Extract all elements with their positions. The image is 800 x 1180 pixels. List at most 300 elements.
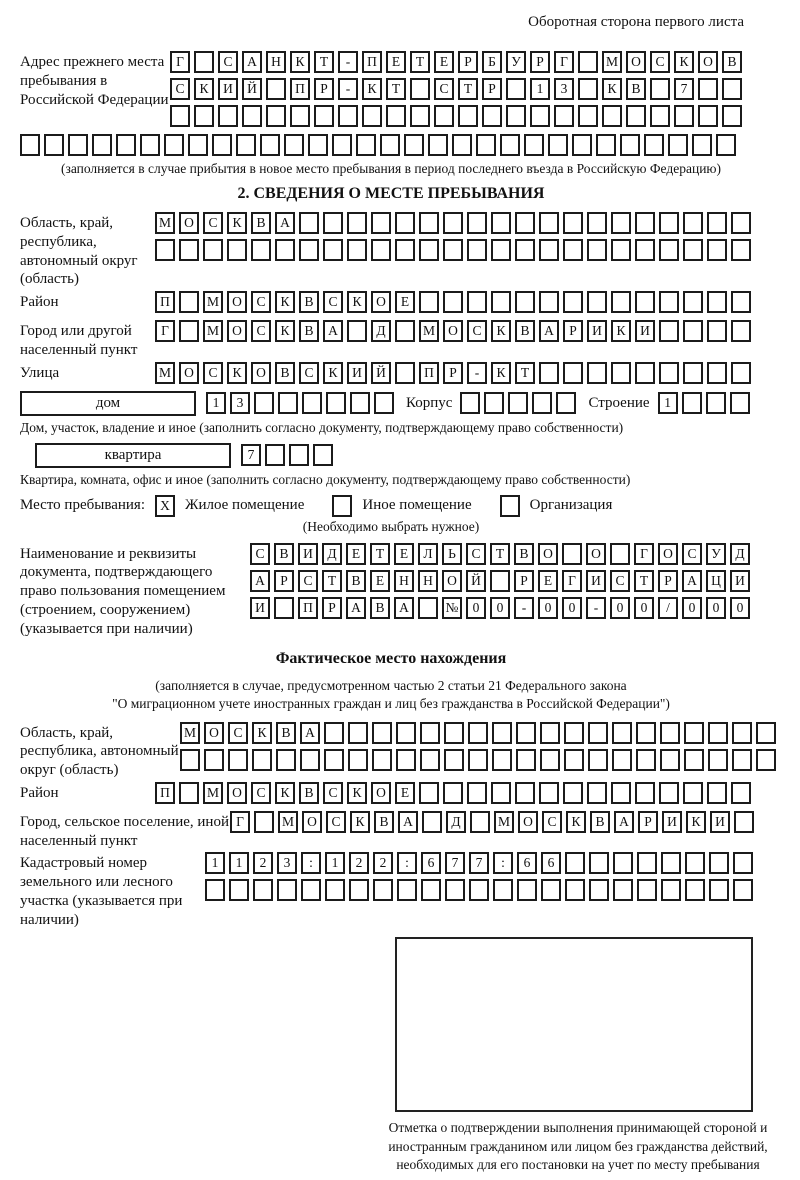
char-cell[interactable]	[708, 749, 728, 771]
char-cell[interactable]	[539, 239, 559, 261]
char-cell[interactable]	[443, 239, 463, 261]
char-cell[interactable]	[194, 105, 214, 127]
char-cell[interactable]: В	[515, 320, 535, 342]
char-cell[interactable]	[419, 291, 439, 313]
char-cell[interactable]: С	[326, 811, 346, 833]
char-cell[interactable]	[251, 239, 271, 261]
char-cell[interactable]	[299, 239, 319, 261]
char-cell[interactable]	[467, 239, 487, 261]
char-cell[interactable]	[661, 852, 681, 874]
char-cell[interactable]: К	[350, 811, 370, 833]
char-cell[interactable]	[683, 782, 703, 804]
char-cell[interactable]: П	[290, 78, 310, 100]
char-cell[interactable]	[659, 362, 679, 384]
char-cell[interactable]: Т	[314, 51, 334, 73]
char-cell[interactable]	[683, 362, 703, 384]
char-cell[interactable]	[733, 879, 753, 901]
char-cell[interactable]: Т	[634, 570, 654, 592]
char-cell[interactable]: К	[686, 811, 706, 833]
char-cell[interactable]	[205, 879, 225, 901]
char-cell[interactable]: В	[590, 811, 610, 833]
char-cell[interactable]: В	[299, 782, 319, 804]
char-cell[interactable]	[236, 134, 256, 156]
char-cell[interactable]	[626, 105, 646, 127]
char-cell[interactable]	[668, 134, 688, 156]
char-cell[interactable]: П	[298, 597, 318, 619]
char-cell[interactable]	[252, 749, 272, 771]
char-cell[interactable]: В	[275, 362, 295, 384]
char-cell[interactable]	[277, 879, 297, 901]
char-cell[interactable]: Н	[418, 570, 438, 592]
char-cell[interactable]	[731, 239, 751, 261]
char-cell[interactable]	[116, 134, 136, 156]
char-cell[interactable]	[650, 105, 670, 127]
char-cell[interactable]	[707, 362, 727, 384]
char-cell[interactable]: И	[710, 811, 730, 833]
char-cell[interactable]: П	[419, 362, 439, 384]
char-cell[interactable]	[356, 134, 376, 156]
char-cell[interactable]	[372, 722, 392, 744]
char-cell[interactable]: И	[662, 811, 682, 833]
stay-checkbox-residential[interactable]: X	[155, 495, 175, 517]
char-cell[interactable]	[275, 239, 295, 261]
char-cell[interactable]: Е	[434, 51, 454, 73]
char-cell[interactable]: Й	[242, 78, 262, 100]
char-cell[interactable]: И	[730, 570, 750, 592]
char-cell[interactable]	[347, 239, 367, 261]
char-cell[interactable]	[492, 722, 512, 744]
char-cell[interactable]	[692, 134, 712, 156]
char-cell[interactable]: О	[626, 51, 646, 73]
char-cell[interactable]: Р	[443, 362, 463, 384]
char-cell[interactable]: И	[218, 78, 238, 100]
char-cell[interactable]	[674, 105, 694, 127]
char-cell[interactable]	[587, 291, 607, 313]
char-cell[interactable]: О	[698, 51, 718, 73]
char-cell[interactable]: 3	[277, 852, 297, 874]
char-cell[interactable]: С	[650, 51, 670, 73]
char-cell[interactable]	[443, 212, 463, 234]
char-cell[interactable]	[524, 134, 544, 156]
char-cell[interactable]: С	[250, 543, 270, 565]
char-cell[interactable]	[179, 782, 199, 804]
char-cell[interactable]	[685, 852, 705, 874]
char-cell[interactable]: /	[658, 597, 678, 619]
char-cell[interactable]	[635, 239, 655, 261]
char-cell[interactable]	[698, 78, 718, 100]
char-cell[interactable]	[613, 879, 633, 901]
char-cell[interactable]	[482, 105, 502, 127]
char-cell[interactable]: 3	[230, 392, 250, 414]
char-cell[interactable]	[434, 105, 454, 127]
char-cell[interactable]	[278, 392, 298, 414]
char-cell[interactable]	[179, 320, 199, 342]
char-cell[interactable]	[756, 749, 776, 771]
char-cell[interactable]: Т	[458, 78, 478, 100]
char-cell[interactable]: С	[466, 543, 486, 565]
char-cell[interactable]	[254, 811, 274, 833]
char-cell[interactable]: К	[275, 291, 295, 313]
char-cell[interactable]	[444, 749, 464, 771]
char-cell[interactable]: И	[347, 362, 367, 384]
char-cell[interactable]: Е	[395, 291, 415, 313]
char-cell[interactable]: Т	[410, 51, 430, 73]
char-cell[interactable]: 0	[634, 597, 654, 619]
char-cell[interactable]	[274, 597, 294, 619]
char-cell[interactable]: -	[338, 78, 358, 100]
char-cell[interactable]: О	[204, 722, 224, 744]
char-cell[interactable]	[443, 782, 463, 804]
char-cell[interactable]: 7	[445, 852, 465, 874]
char-cell[interactable]	[324, 749, 344, 771]
char-cell[interactable]	[373, 879, 393, 901]
char-cell[interactable]	[515, 239, 535, 261]
char-cell[interactable]	[265, 444, 285, 466]
char-cell[interactable]: И	[298, 543, 318, 565]
char-cell[interactable]	[587, 239, 607, 261]
char-cell[interactable]: С	[542, 811, 562, 833]
char-cell[interactable]: А	[250, 570, 270, 592]
char-cell[interactable]: Г	[562, 570, 582, 592]
char-cell[interactable]: Н	[394, 570, 414, 592]
char-cell[interactable]	[611, 212, 631, 234]
char-cell[interactable]: П	[155, 782, 175, 804]
char-cell[interactable]: С	[251, 291, 271, 313]
char-cell[interactable]	[444, 722, 464, 744]
char-cell[interactable]: О	[538, 543, 558, 565]
char-cell[interactable]: 2	[373, 852, 393, 874]
char-cell[interactable]	[508, 392, 528, 414]
char-cell[interactable]: М	[494, 811, 514, 833]
char-cell[interactable]	[350, 392, 370, 414]
char-cell[interactable]	[404, 134, 424, 156]
char-cell[interactable]: В	[299, 320, 319, 342]
char-cell[interactable]: С	[203, 362, 223, 384]
char-cell[interactable]: К	[290, 51, 310, 73]
char-cell[interactable]	[300, 749, 320, 771]
char-cell[interactable]	[68, 134, 88, 156]
char-cell[interactable]: И	[586, 570, 606, 592]
char-cell[interactable]	[611, 239, 631, 261]
char-cell[interactable]: 2	[253, 852, 273, 874]
char-cell[interactable]	[229, 879, 249, 901]
char-cell[interactable]	[349, 879, 369, 901]
char-cell[interactable]: :	[301, 852, 321, 874]
char-cell[interactable]	[659, 782, 679, 804]
char-cell[interactable]: С	[299, 362, 319, 384]
char-cell[interactable]: Д	[371, 320, 391, 342]
char-cell[interactable]: М	[602, 51, 622, 73]
char-cell[interactable]: И	[635, 320, 655, 342]
char-cell[interactable]: Г	[554, 51, 574, 73]
char-cell[interactable]	[467, 782, 487, 804]
char-cell[interactable]	[242, 105, 262, 127]
char-cell[interactable]: М	[203, 291, 223, 313]
char-cell[interactable]: О	[227, 782, 247, 804]
char-cell[interactable]: О	[251, 362, 271, 384]
char-cell[interactable]	[734, 811, 754, 833]
char-cell[interactable]	[684, 722, 704, 744]
char-cell[interactable]: К	[194, 78, 214, 100]
char-cell[interactable]: К	[491, 320, 511, 342]
char-cell[interactable]	[660, 722, 680, 744]
char-cell[interactable]	[554, 105, 574, 127]
char-cell[interactable]: 7	[674, 78, 694, 100]
char-cell[interactable]	[410, 78, 430, 100]
char-cell[interactable]	[587, 212, 607, 234]
char-cell[interactable]	[659, 320, 679, 342]
char-cell[interactable]	[380, 134, 400, 156]
char-cell[interactable]	[347, 212, 367, 234]
char-cell[interactable]	[716, 134, 736, 156]
char-cell[interactable]: В	[374, 811, 394, 833]
char-cell[interactable]	[218, 105, 238, 127]
char-cell[interactable]	[467, 291, 487, 313]
char-cell[interactable]	[539, 782, 559, 804]
char-cell[interactable]: К	[362, 78, 382, 100]
char-cell[interactable]	[470, 811, 490, 833]
char-cell[interactable]	[587, 782, 607, 804]
char-cell[interactable]	[212, 134, 232, 156]
char-cell[interactable]	[659, 212, 679, 234]
char-cell[interactable]	[636, 722, 656, 744]
char-cell[interactable]	[707, 782, 727, 804]
char-cell[interactable]	[635, 782, 655, 804]
char-cell[interactable]: 6	[517, 852, 537, 874]
char-cell[interactable]: С	[434, 78, 454, 100]
char-cell[interactable]	[468, 749, 488, 771]
char-cell[interactable]	[731, 782, 751, 804]
char-cell[interactable]: Е	[395, 782, 415, 804]
char-cell[interactable]: Р	[638, 811, 658, 833]
char-cell[interactable]: Р	[530, 51, 550, 73]
char-cell[interactable]: С	[323, 782, 343, 804]
char-cell[interactable]: М	[155, 212, 175, 234]
char-cell[interactable]: А	[242, 51, 262, 73]
char-cell[interactable]	[685, 879, 705, 901]
char-cell[interactable]	[452, 134, 472, 156]
char-cell[interactable]	[564, 722, 584, 744]
char-cell[interactable]	[396, 722, 416, 744]
char-cell[interactable]: В	[370, 597, 390, 619]
char-cell[interactable]: О	[371, 291, 391, 313]
char-cell[interactable]	[371, 239, 391, 261]
char-cell[interactable]	[731, 212, 751, 234]
char-cell[interactable]	[326, 392, 346, 414]
char-cell[interactable]: К	[566, 811, 586, 833]
char-cell[interactable]	[419, 212, 439, 234]
char-cell[interactable]	[338, 105, 358, 127]
char-cell[interactable]: А	[323, 320, 343, 342]
char-cell[interactable]	[611, 782, 631, 804]
char-cell[interactable]	[164, 134, 184, 156]
char-cell[interactable]: Д	[322, 543, 342, 565]
char-cell[interactable]	[572, 134, 592, 156]
char-cell[interactable]: С	[298, 570, 318, 592]
char-cell[interactable]	[276, 749, 296, 771]
char-cell[interactable]	[476, 134, 496, 156]
char-cell[interactable]	[347, 320, 367, 342]
char-cell[interactable]	[731, 320, 751, 342]
char-cell[interactable]: А	[682, 570, 702, 592]
char-cell[interactable]	[204, 749, 224, 771]
char-cell[interactable]	[506, 78, 526, 100]
char-cell[interactable]: И	[250, 597, 270, 619]
char-cell[interactable]	[397, 879, 417, 901]
char-cell[interactable]: И	[587, 320, 607, 342]
char-cell[interactable]: В	[251, 212, 271, 234]
char-cell[interactable]: М	[419, 320, 439, 342]
char-cell[interactable]: Е	[538, 570, 558, 592]
char-cell[interactable]: А	[539, 320, 559, 342]
char-cell[interactable]	[517, 879, 537, 901]
char-cell[interactable]	[445, 879, 465, 901]
char-cell[interactable]	[395, 239, 415, 261]
char-cell[interactable]: К	[347, 291, 367, 313]
char-cell[interactable]: Р	[658, 570, 678, 592]
char-cell[interactable]: С	[251, 320, 271, 342]
char-cell[interactable]: Г	[170, 51, 190, 73]
char-cell[interactable]	[493, 879, 513, 901]
char-cell[interactable]	[596, 134, 616, 156]
char-cell[interactable]: 1	[205, 852, 225, 874]
char-cell[interactable]: А	[300, 722, 320, 744]
char-cell[interactable]: 0	[706, 597, 726, 619]
char-cell[interactable]	[708, 722, 728, 744]
char-cell[interactable]	[706, 392, 726, 414]
char-cell[interactable]	[227, 239, 247, 261]
char-cell[interactable]: Й	[371, 362, 391, 384]
char-cell[interactable]	[540, 722, 560, 744]
char-cell[interactable]	[602, 105, 622, 127]
char-cell[interactable]: А	[394, 597, 414, 619]
char-cell[interactable]: В	[274, 543, 294, 565]
char-cell[interactable]: О	[179, 212, 199, 234]
char-cell[interactable]	[613, 852, 633, 874]
char-cell[interactable]	[325, 879, 345, 901]
char-cell[interactable]	[289, 444, 309, 466]
char-cell[interactable]	[563, 782, 583, 804]
char-cell[interactable]	[491, 291, 511, 313]
char-cell[interactable]: К	[611, 320, 631, 342]
char-cell[interactable]: -	[338, 51, 358, 73]
char-cell[interactable]: М	[203, 782, 223, 804]
char-cell[interactable]	[578, 78, 598, 100]
char-cell[interactable]	[515, 212, 535, 234]
char-cell[interactable]: О	[371, 782, 391, 804]
char-cell[interactable]	[290, 105, 310, 127]
char-cell[interactable]	[469, 879, 489, 901]
char-cell[interactable]: Г	[230, 811, 250, 833]
char-cell[interactable]	[490, 570, 510, 592]
char-cell[interactable]: 1	[229, 852, 249, 874]
char-cell[interactable]	[722, 105, 742, 127]
char-cell[interactable]: К	[275, 782, 295, 804]
char-cell[interactable]	[756, 722, 776, 744]
char-cell[interactable]: О	[302, 811, 322, 833]
char-cell[interactable]: 7	[241, 444, 261, 466]
char-cell[interactable]	[348, 749, 368, 771]
char-cell[interactable]	[637, 852, 657, 874]
char-cell[interactable]	[372, 749, 392, 771]
char-cell[interactable]: Г	[155, 320, 175, 342]
char-cell[interactable]	[467, 212, 487, 234]
char-cell[interactable]	[539, 291, 559, 313]
char-cell[interactable]: С	[323, 291, 343, 313]
char-cell[interactable]	[500, 134, 520, 156]
char-cell[interactable]: А	[275, 212, 295, 234]
char-cell[interactable]	[491, 782, 511, 804]
char-cell[interactable]	[707, 320, 727, 342]
char-cell[interactable]	[371, 212, 391, 234]
char-cell[interactable]: -	[467, 362, 487, 384]
char-cell[interactable]: 1	[658, 392, 678, 414]
char-cell[interactable]: Р	[482, 78, 502, 100]
char-cell[interactable]: С	[610, 570, 630, 592]
char-cell[interactable]: 0	[466, 597, 486, 619]
char-cell[interactable]	[194, 51, 214, 73]
char-cell[interactable]	[323, 239, 343, 261]
char-cell[interactable]	[362, 105, 382, 127]
char-cell[interactable]: 7	[469, 852, 489, 874]
char-cell[interactable]	[707, 212, 727, 234]
char-cell[interactable]	[386, 105, 406, 127]
char-cell[interactable]	[660, 749, 680, 771]
char-cell[interactable]: С	[228, 722, 248, 744]
char-cell[interactable]	[610, 543, 630, 565]
char-cell[interactable]: №	[442, 597, 462, 619]
char-cell[interactable]	[179, 291, 199, 313]
char-cell[interactable]	[460, 392, 480, 414]
char-cell[interactable]	[155, 239, 175, 261]
char-cell[interactable]: Ь	[442, 543, 462, 565]
stay-checkbox-organization[interactable]	[500, 495, 520, 517]
char-cell[interactable]: К	[602, 78, 622, 100]
char-cell[interactable]: С	[682, 543, 702, 565]
char-cell[interactable]: 6	[541, 852, 561, 874]
char-cell[interactable]: О	[442, 570, 462, 592]
char-cell[interactable]: О	[179, 362, 199, 384]
char-cell[interactable]	[563, 291, 583, 313]
char-cell[interactable]: О	[443, 320, 463, 342]
char-cell[interactable]	[644, 134, 664, 156]
char-cell[interactable]	[563, 239, 583, 261]
char-cell[interactable]: Р	[514, 570, 534, 592]
char-cell[interactable]: К	[252, 722, 272, 744]
char-cell[interactable]	[299, 212, 319, 234]
char-cell[interactable]: 0	[538, 597, 558, 619]
char-cell[interactable]	[661, 879, 681, 901]
char-cell[interactable]: -	[586, 597, 606, 619]
char-cell[interactable]	[395, 362, 415, 384]
char-cell[interactable]	[266, 78, 286, 100]
char-cell[interactable]: 0	[490, 597, 510, 619]
char-cell[interactable]: Ц	[706, 570, 726, 592]
char-cell[interactable]	[707, 291, 727, 313]
char-cell[interactable]	[266, 105, 286, 127]
char-cell[interactable]	[260, 134, 280, 156]
char-cell[interactable]: Т	[322, 570, 342, 592]
char-cell[interactable]	[709, 879, 729, 901]
char-cell[interactable]	[620, 134, 640, 156]
char-cell[interactable]	[611, 291, 631, 313]
char-cell[interactable]: П	[155, 291, 175, 313]
char-cell[interactable]	[635, 291, 655, 313]
char-cell[interactable]	[540, 749, 560, 771]
char-cell[interactable]: О	[227, 291, 247, 313]
char-cell[interactable]	[611, 362, 631, 384]
char-cell[interactable]	[140, 134, 160, 156]
